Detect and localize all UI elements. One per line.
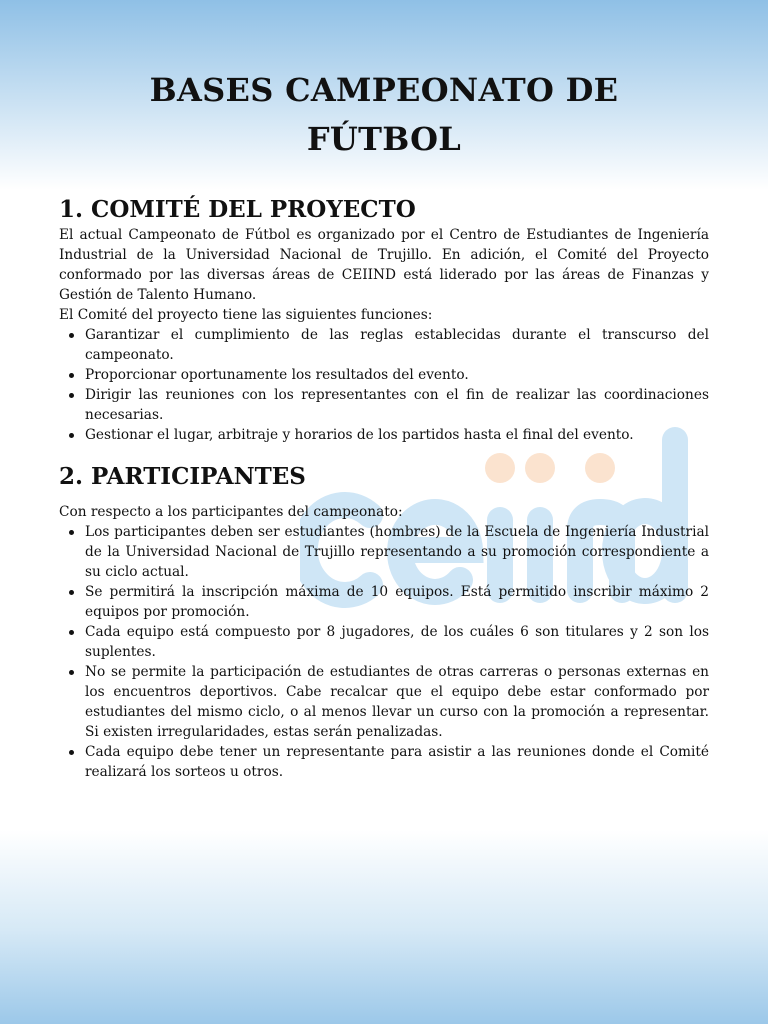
list-item-text: Proporcionar oportunamente los resultados del evento. [85,367,469,383]
list-item [59,742,709,782]
paragraph: El actual Campeonato de Fútbol es organizado por el Centro de Estudiantes de Ingeniería Industrial de la Universidad Nacional de Trujillo. En adición, el Comité del Proyecto conformado por las diversas áreas de CEIIND está liderado por las áreas de Finanzas y Gestión de Talento Humano. [59,227,709,303]
list-item-text: No se permite la participación de estudiantes de otras carreras o personas externas en los encuentros deportivos. Cabe recalcar que el equipo debe estar conformado por estudiantes del mismo ciclo, o al menos llevar un curso con la promoción a representar. Si existen irregularidades, estas serán penalizadas. [85,664,709,740]
list-item-text: Los participantes deben ser estudiantes (hombres) de la Escuela de Ingeniería Industrial de la Universidad Nacional de Trujillo representando a su promoción correspondiente a su ciclo actual. [85,524,709,580]
bullet-icon [69,393,74,398]
bullet-icon [69,433,74,438]
title-line-2: FÚTBOL [306,120,462,158]
list-item-text: Dirigir las reuniones con los representantes con el fin de realizar las coordinaciones necesarias. [85,387,709,423]
list-item [59,522,709,582]
list-item-text: Cada equipo está compuesto por 8 jugadores, de los cuáles 6 son titulares y 2 son los suplentes. [85,624,709,660]
paragraph: Con respecto a los participantes del campeonato: [59,504,403,520]
bullet-icon [69,373,74,378]
bullet-icon [69,333,74,338]
list-item [59,425,709,445]
bullet-list-funciones [59,325,709,445]
section-heading-comite: 1. COMITÉ DEL PROYECTO [59,196,416,223]
list-item-text: Se permitirá la inscripción máxima de 10 equipos. Está permitido inscribir máximo 2 equipos por promoción. [85,584,709,620]
bullet-icon [69,590,74,595]
paragraph: El Comité del proyecto tiene las siguientes funciones: [59,307,433,323]
bullet-icon [69,750,74,755]
title-line-1: BASES CAMPEONATO DE [149,71,619,109]
list-item-text: Garantizar el cumplimiento de las reglas establecidas durante el transcurso del campeonato. [85,327,709,363]
list-item-text: Gestionar el lugar, arbitraje y horarios de los partidos hasta el final del evento. [85,427,634,443]
list-item [59,622,709,662]
bullet-icon [69,670,74,675]
list-item [59,582,709,622]
bullet-list-participantes [59,522,709,782]
list-item [59,385,709,425]
list-item [59,365,709,385]
bullet-icon [69,530,74,535]
document-title [59,66,709,164]
list-item [59,325,709,365]
bullet-icon [69,630,74,635]
list-item-text: Cada equipo debe tener un representante para asistir a las reuniones donde el Comité realizará los sorteos u otros. [85,744,709,780]
document-body [59,66,709,782]
list-item [59,662,709,742]
section-heading-participantes: 2. PARTICIPANTES [59,463,306,490]
